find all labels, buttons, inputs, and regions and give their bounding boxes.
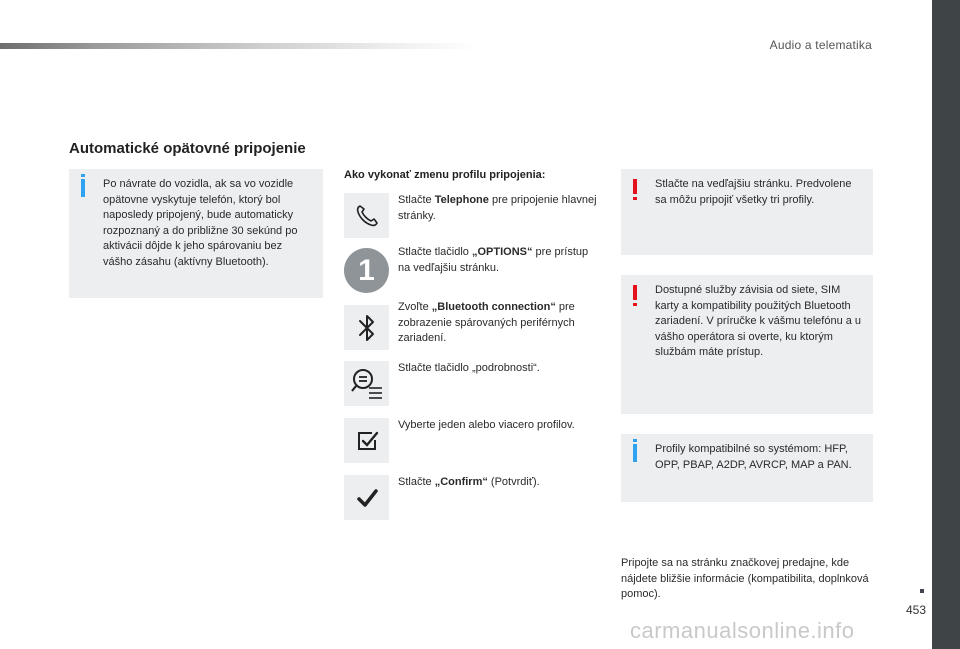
step-1-text: Stlačte Telephone pre pripojenie hlavnej stránky. bbox=[398, 194, 597, 222]
section-subhead: Ako vykonať zmenu profilu pripojenia: bbox=[344, 169, 546, 181]
page-marker bbox=[920, 589, 924, 593]
page-title: Automatické opätovné pripojenie bbox=[69, 140, 306, 157]
step-number-icon bbox=[344, 248, 389, 293]
step-4-text: Stlačte tlačidlo „podrobnosti“. bbox=[398, 362, 540, 374]
header-gradient-bar bbox=[0, 43, 480, 49]
warning-note-text: Stlačte na vedľajšiu stránku. Predvolene sa môžu pripojiť všetky tri profily. bbox=[655, 178, 852, 206]
warning-note-profiles bbox=[621, 169, 873, 255]
info-note-text: Profily kompatibilné so systémom: HFP, OPP, PBAP, A2DP, AVRCP, MAP a PAN. bbox=[655, 443, 852, 471]
step-3-text: Zvoľte „Bluetooth connection“ pre zobrazenie spárovaných periférnych zariadení. bbox=[398, 301, 575, 344]
step-5-text: Vyberte jeden alebo viacero profilov. bbox=[398, 419, 575, 431]
phone-handset-icon bbox=[344, 193, 389, 238]
footer-note: Pripojte sa na stránku značkovej predajne, kde nájdete bližšie informácie (kompatibilita, doplnková pomoc). bbox=[621, 557, 869, 600]
step-6-text: Stlačte „Confirm“ (Potvrdiť). bbox=[398, 476, 540, 488]
step-2-text: Stlačte tlačidlo „OPTIONS“ pre prístup na vedľajšiu stránku. bbox=[398, 246, 589, 274]
right-sidebar bbox=[932, 0, 960, 649]
bluetooth-icon bbox=[344, 305, 389, 350]
section-title: Audio a telematika bbox=[769, 38, 872, 52]
info-note-reconnect bbox=[69, 169, 323, 298]
warning-icon bbox=[633, 179, 637, 194]
warning-note-services bbox=[621, 275, 873, 414]
info-note-text: Po návrate do vozidla, ak sa vo vozidle opätovne vyskytuje telefón, ktorý bol naposledy pripojený, bude automaticky rozpoznaný a do približne 30 sekúnd po aktivácii dôjde k jeho spárovaniu bez vášho zásahu (aktívny Bluetooth). bbox=[103, 178, 298, 268]
info-icon bbox=[633, 444, 637, 462]
checkbox-select-icon bbox=[344, 418, 389, 463]
info-icon bbox=[81, 179, 85, 197]
page-number: 453 bbox=[905, 603, 926, 617]
watermark: carmanualsonline.info bbox=[630, 618, 855, 643]
warning-icon bbox=[633, 285, 637, 300]
step-number: 1 bbox=[358, 253, 375, 287]
checkmark-icon bbox=[344, 475, 389, 520]
details-search-list-icon bbox=[344, 361, 389, 406]
info-note-compatible-profiles bbox=[621, 434, 873, 502]
warning-note-text: Dostupné služby závisia od siete, SIM karty a kompatibility použitých Bluetooth zariadení. V príručke k vášmu telefónu a u vášho operátora si overte, ku ktorým službám máte prístup. bbox=[655, 284, 862, 358]
